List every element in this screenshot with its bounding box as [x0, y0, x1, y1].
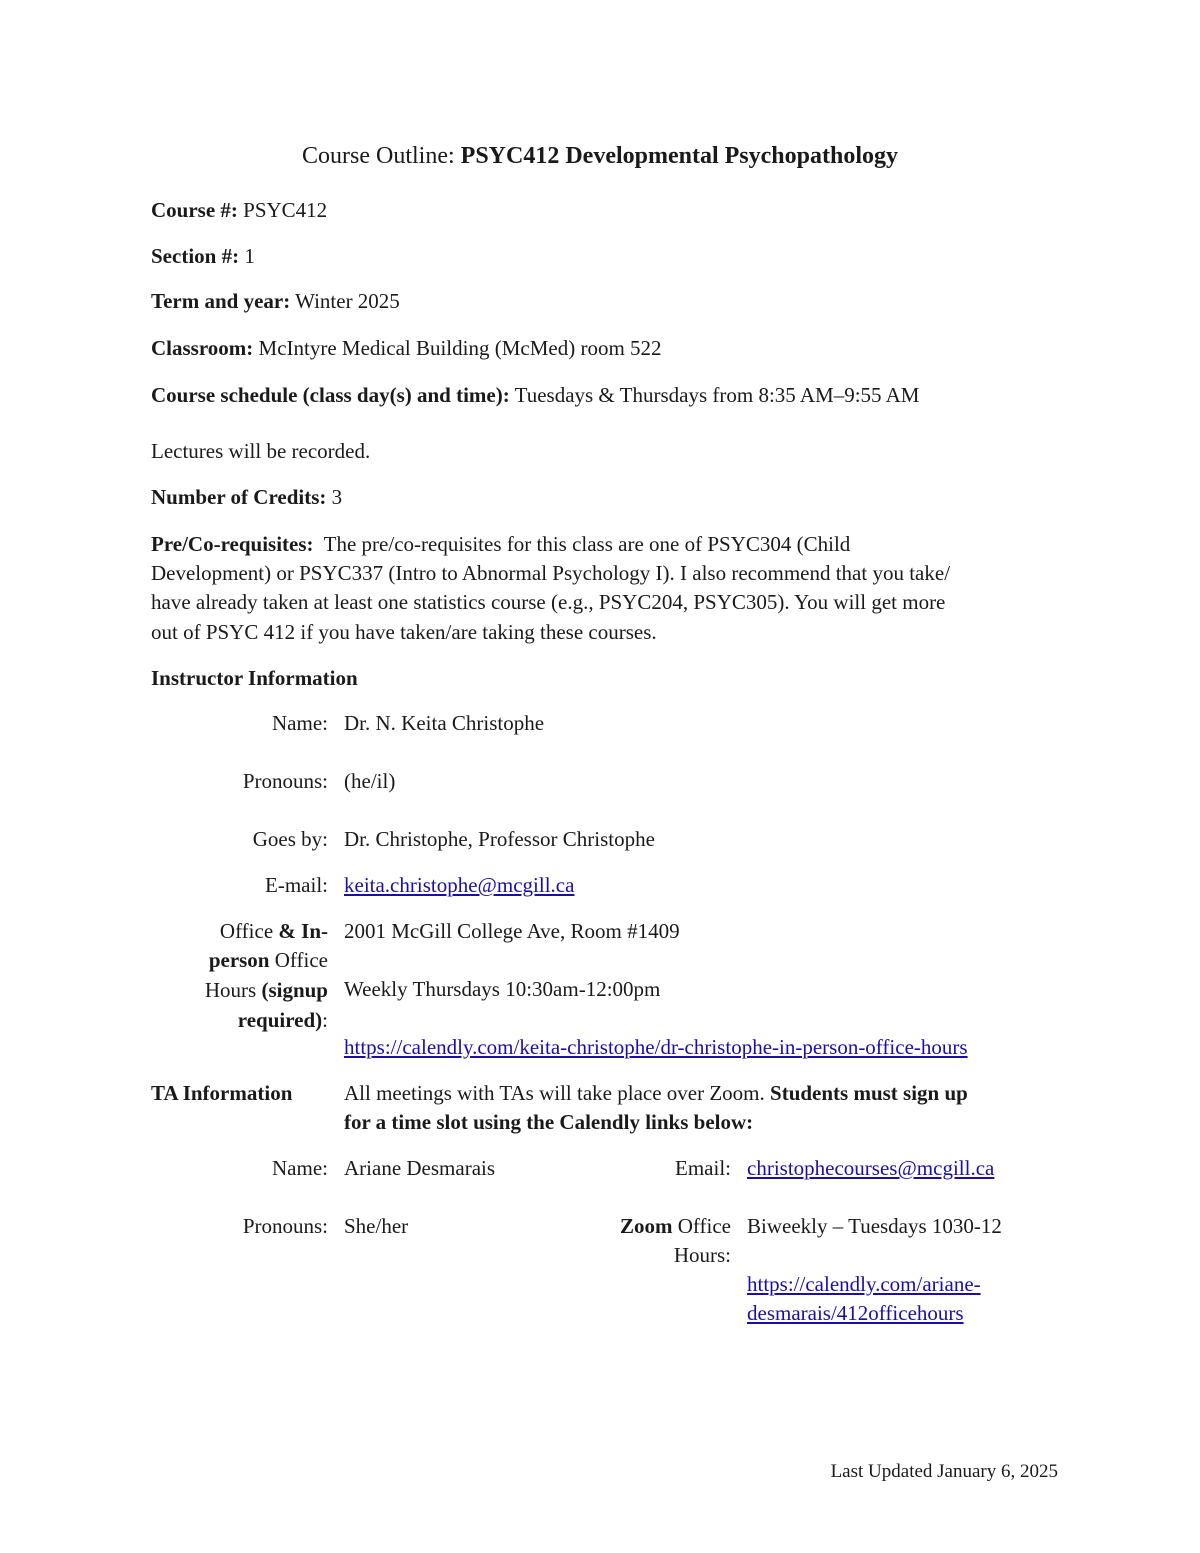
ta-name: Ariane Desmarais: [344, 1156, 496, 1180]
instructor-name: Dr. N. Keita Christophe: [344, 711, 545, 735]
ta-email-link[interactable]: christophecourses@mcgill.ca: [747, 1156, 995, 1180]
prereq-line-4: out of PSYC 412 if you have taken/are taking these courses.: [151, 620, 657, 644]
instructor-email-label: E-mail:: [265, 873, 328, 897]
section-number: Section #: 1: [151, 244, 255, 268]
ta-calendly-link-line-1[interactable]: https://calendly.com/ariane-: [747, 1272, 981, 1296]
instructor-email-link[interactable]: keita.christophe@mcgill.ca: [344, 873, 575, 897]
ta-email-label: Email:: [675, 1156, 731, 1180]
ta-zoom-label-line-2: Hours:: [673, 1243, 731, 1267]
office-hours-label-line-3: Hours (signup: [204, 978, 328, 1002]
prereq-line-3: have already taken at least one statistics course (e.g., PSYC204, PSYC305). You will get more: [151, 590, 946, 614]
office-hours-label-line-4: required):: [237, 1008, 328, 1032]
ta-pronouns-label: Pronouns:: [242, 1214, 328, 1238]
ta-intro-line-1: All meetings with TAs will take place over Zoom. Students must sign up: [344, 1081, 968, 1105]
ta-heading: TA Information: [151, 1081, 293, 1105]
prereq-line-1: Pre/Co-requisites: The pre/co-requisites for this class are one of PSYC304 (Child: [151, 532, 851, 556]
instructor-goes-by: Dr. Christophe, Professor Christophe: [344, 827, 655, 851]
ta-zoom-hours: Biweekly – Tuesdays 1030-12: [747, 1214, 1002, 1238]
course-schedule: Course schedule (class day(s) and time): Tuesdays & Thursdays from 8:35 AM–9:55 AM: [151, 383, 920, 407]
office-hours-label-line-1: Office & In-: [219, 919, 328, 943]
page-title: Course Outline: PSYC412 Developmental Psychopathology: [302, 143, 898, 169]
instructor-pronouns-label: Pronouns:: [242, 769, 328, 793]
instructor-pronouns: (he/il): [344, 769, 396, 793]
instructor-name-label: Name:: [272, 711, 328, 735]
ta-intro-line-2: for a time slot using the Calendly links below:: [344, 1110, 754, 1134]
office-hours-calendly-link[interactable]: https://calendly.com/keita-christophe/dr-christophe-in-person-office-hours: [344, 1035, 968, 1059]
lectures-recorded: Lectures will be recorded.: [151, 439, 371, 463]
ta-zoom-label-line-1: Zoom Office: [620, 1214, 731, 1238]
ta-calendly-link-line-2[interactable]: desmarais/412officehours: [747, 1301, 964, 1325]
ta-pronouns: She/her: [344, 1214, 409, 1238]
last-updated: Last Updated January 6, 2025: [830, 1461, 1058, 1482]
term-year: Term and year: Winter 2025: [151, 289, 400, 313]
office-room: 2001 McGill College Ave, Room #1409: [344, 919, 680, 943]
classroom: Classroom: McIntyre Medical Building (McMed) room 522: [151, 336, 662, 360]
office-hours: Weekly Thursdays 10:30am-12:00pm: [344, 977, 661, 1001]
prereq-line-2: Development) or PSYC337 (Intro to Abnormal Psychology I). I also recommend that you take/: [151, 561, 951, 585]
credits: Number of Credits: 3: [151, 485, 343, 509]
office-hours-label-line-2: person Office: [208, 948, 328, 972]
instructor-heading: Instructor Information: [151, 666, 358, 690]
course-number: Course #: PSYC412: [151, 198, 328, 222]
instructor-goes-by-label: Goes by:: [252, 827, 328, 851]
ta-name-label: Name:: [272, 1156, 328, 1180]
